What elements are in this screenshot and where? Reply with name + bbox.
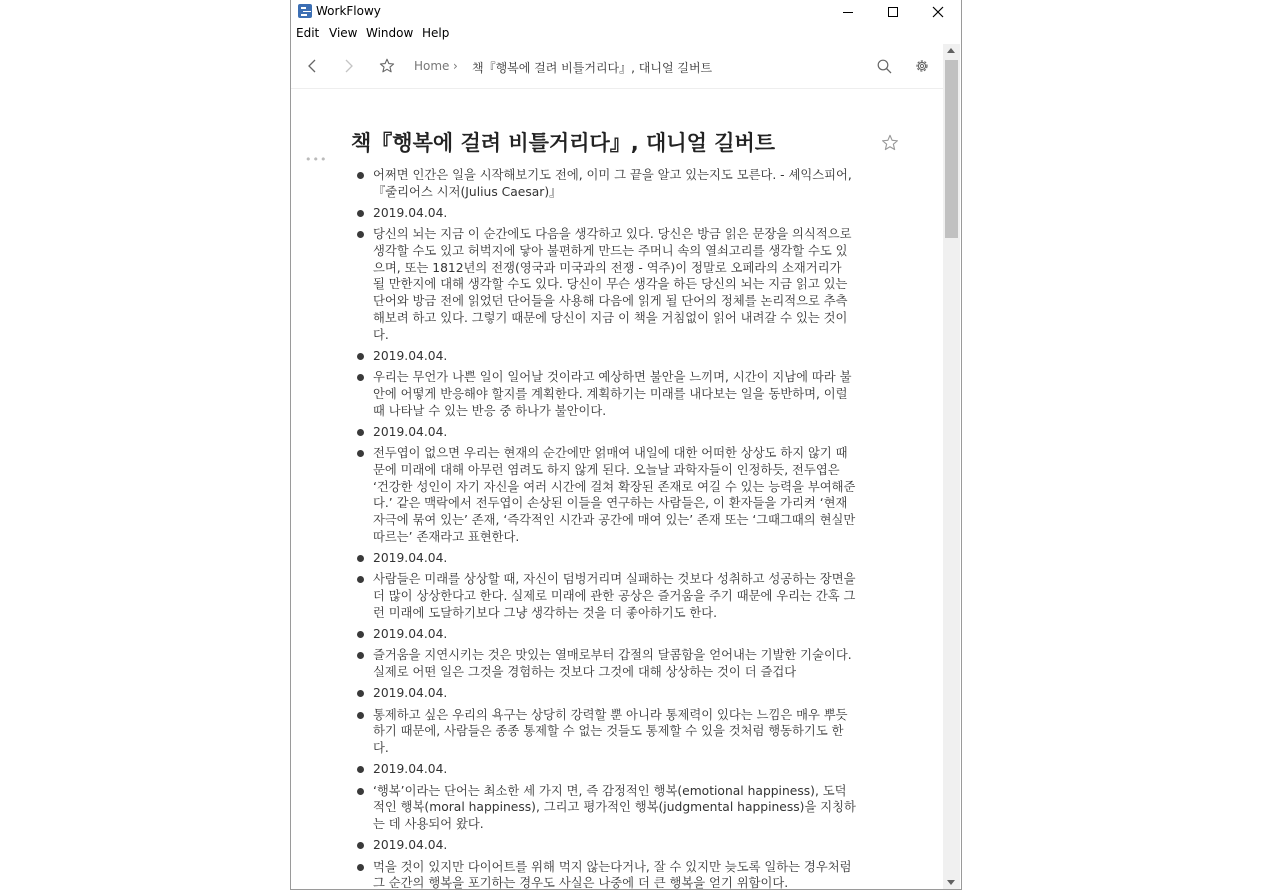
chevron-left-icon (307, 59, 319, 73)
list-item[interactable] (291, 626, 857, 643)
forward-button[interactable] (337, 55, 359, 77)
list-item[interactable] (291, 445, 857, 545)
bullet-icon[interactable] (357, 353, 364, 360)
workflowy-logo-icon (298, 4, 312, 18)
close-button[interactable] (915, 0, 960, 24)
item-text[interactable]: 당신의 뇌는 지금 이 순간에도 다음을 생각하고 있다. 당신은 방금 읽은 문장을 의식적으로 생각할 수도 있고 허벅지에 닿아 불편하게 만드는 주머니 속의 열쇠고리를 생각할 수도 있으며, 또는 1812년의 전쟁(영국과 미국과의 전쟁 - 역주)이 정말로 오페라의 소재거리가 될 만한지에 대해 생각할 수도 있다. 당신이 무슨 생각을 하든 당신의 뇌는 지금 읽고 있는 단어와 방금 전에 읽었던 단어들을 사용해 다음에 읽게 될 단어의 정체를 논리적으로 추측해보려 하고 있다. 그렇기 때문에 당신이 지금 이 책을 거침없이 읽어 내려갈 수 있는 것이다. (373, 227, 852, 342)
menu-window[interactable]: Window (366, 26, 414, 40)
vertical-scrollbar[interactable] (943, 44, 960, 889)
menu-view[interactable]: View (329, 26, 358, 40)
bullet-icon[interactable] (357, 374, 364, 381)
item-drag-handle[interactable]: ••• (305, 153, 328, 166)
item-text[interactable]: 2019.04.04. (373, 626, 448, 641)
list-item[interactable] (291, 837, 857, 854)
document-content (291, 89, 943, 889)
menu-help[interactable]: Help (422, 26, 450, 40)
bullet-icon[interactable] (357, 864, 364, 871)
breadcrumb-current[interactable]: 책『행복에 걸려 비틀거리다』, 대니얼 길버트 (472, 61, 713, 75)
menu-bar (291, 24, 961, 44)
bullet-icon[interactable] (357, 450, 364, 457)
window-title: WorkFlowy (316, 4, 381, 18)
scroll-thumb[interactable] (945, 60, 958, 238)
list-item[interactable] (291, 369, 857, 419)
back-button[interactable] (302, 55, 324, 77)
bullet-icon[interactable] (357, 788, 364, 795)
item-text[interactable]: 사람들은 미래를 상상할 때, 자신이 덤벙거리며 실패하는 것보다 성취하고 성공하는 장면을 더 많이 상상한다고 한다. 실제로 미래에 관한 공상은 즐거움을 주기 때문에 우리는 간혹 그런 미래에 도달하기보다 그냥 생각하는 것을 더 좋아하기도 한다. (373, 572, 856, 620)
toolbar (291, 44, 943, 89)
bullet-icon[interactable] (357, 652, 364, 659)
bullet-icon[interactable] (357, 429, 364, 436)
bullet-icon[interactable] (357, 842, 364, 849)
list-item[interactable] (291, 348, 857, 365)
list-item[interactable] (291, 859, 857, 889)
search-button[interactable] (873, 55, 895, 77)
item-text[interactable]: 2019.04.04. (373, 550, 448, 565)
settings-button[interactable] (911, 55, 933, 77)
breadcrumb-separator-icon: › (453, 59, 458, 73)
scroll-up-arrow-icon[interactable] (947, 48, 955, 53)
list-item[interactable] (291, 550, 857, 567)
bullet-icon[interactable] (357, 555, 364, 562)
item-text[interactable]: 전두엽이 없으면 우리는 현재의 순간에만 얽매여 내일에 대한 어떠한 상상도 하지 않기 때문에 미래에 대해 아무런 염려도 하지 않게 된다. 오늘날 과학자들이 인정하듯, 전두엽은 ‘건강한 성인이 자기 자신을 여러 시간에 걸쳐 확장된 존재로 여길 수 있는 능력을 부여해준다.’ 같은 맥락에서 전두엽이 손상된 이들을 연구하는 사람들은, 이 환자들을 가리켜 ‘현재 자극에 묶여 있는’ 존재, ‘즉각적인 시간과 공간에 매여 있는’ 존재 또는 ‘그때그때의 현실만 따르는’ 존재라고 표현한다. (373, 446, 856, 544)
list-item[interactable] (291, 571, 857, 621)
minimize-button[interactable] (825, 0, 870, 24)
search-icon (877, 59, 892, 74)
list-item[interactable] (291, 167, 857, 200)
star-outline-icon (379, 58, 395, 74)
bullet-icon[interactable] (357, 712, 364, 719)
app-window (290, 0, 962, 890)
star-button[interactable] (376, 55, 398, 77)
list-item[interactable] (291, 647, 857, 680)
list-item[interactable] (291, 205, 857, 222)
item-text[interactable]: 2019.04.04. (373, 762, 448, 777)
bullet-icon[interactable] (357, 766, 364, 773)
bullet-icon[interactable] (357, 231, 364, 238)
item-text[interactable]: 즐거움을 지연시키는 것은 맛있는 열매로부터 갑절의 달콤함을 얻어내는 기발한 기술이다. 실제로 어떤 일은 그것을 경험하는 것보다 그것에 대해 상상하는 것이 더 즐겁다 (373, 648, 852, 679)
list-item[interactable] (291, 761, 857, 778)
bullet-icon[interactable] (357, 631, 364, 638)
close-icon (932, 6, 944, 18)
item-text[interactable]: 통제하고 싶은 우리의 욕구는 상당히 강력할 뿐 아니라 통제력이 있다는 느낌은 매우 뿌듯하기 때문에, 사람들은 종종 통제할 수 없는 것들도 통제할 수 있을 것처럼 행동하기도 한다. (373, 707, 848, 755)
bullet-icon[interactable] (357, 690, 364, 697)
breadcrumb-home[interactable]: Home (414, 59, 450, 73)
maximize-button[interactable] (870, 0, 915, 24)
favorite-star-icon[interactable] (881, 134, 899, 152)
scroll-down-arrow-icon[interactable] (947, 880, 955, 885)
chevron-right-icon (342, 59, 354, 73)
page-title[interactable]: 책『행복에 걸려 비틀거리다』, 대니얼 길버트 (351, 131, 776, 155)
gear-icon (914, 58, 930, 74)
item-text[interactable]: 어쩌면 인간은 일을 시작해보기도 전에, 이미 그 끝을 알고 있는지도 모른다. - 셰익스피어,『줄리어스 시저(Julius Caesar)』 (373, 168, 852, 199)
menu-edit[interactable]: Edit (296, 26, 320, 40)
item-text[interactable]: 2019.04.04. (373, 424, 448, 439)
item-text[interactable]: 2019.04.04. (373, 206, 448, 220)
list-item[interactable] (291, 226, 857, 343)
minimize-icon (842, 6, 854, 18)
bullet-icon[interactable] (357, 576, 364, 583)
item-text[interactable]: 2019.04.04. (373, 348, 448, 363)
item-text[interactable]: 2019.04.04. (373, 838, 448, 853)
bullet-list (291, 167, 943, 889)
item-text[interactable]: 우리는 무언가 나쁜 일이 일어날 것이라고 예상하면 불안을 느끼며, 시간이 지남에 따라 불안에 어떻게 반응해야 할지를 계획한다. 계획하기는 미래를 내다보는 일을 동반하며, 이럴 때 나타날 수 있는 반응 중 하나가 불안이다. (373, 370, 852, 418)
bullet-icon[interactable] (357, 172, 364, 179)
item-text[interactable]: 2019.04.04. (373, 686, 448, 701)
bullet-icon[interactable] (357, 210, 364, 217)
list-item[interactable] (291, 424, 857, 441)
item-text[interactable]: ‘행복’이라는 단어는 최소한 세 가지 면, 즉 감정적인 행복(emotional happiness), 도덕적인 행복(moral happiness), 그리고 평가적인 행복(judgmental happiness)을 지칭하는 데 사용되어 왔다. (373, 783, 856, 831)
maximize-icon (887, 6, 899, 18)
list-item[interactable] (291, 783, 857, 833)
list-item[interactable] (291, 707, 857, 757)
title-bar (291, 0, 961, 24)
list-item[interactable] (291, 685, 857, 702)
item-text[interactable]: 먹을 것이 있지만 다이어트를 위해 먹지 않는다거나, 잘 수 있지만 늦도록 일하는 경우처럼 그 순간의 행복을 포기하는 경우도 사실은 나중에 더 큰 행복을 얻기 위함이다. (373, 859, 852, 889)
